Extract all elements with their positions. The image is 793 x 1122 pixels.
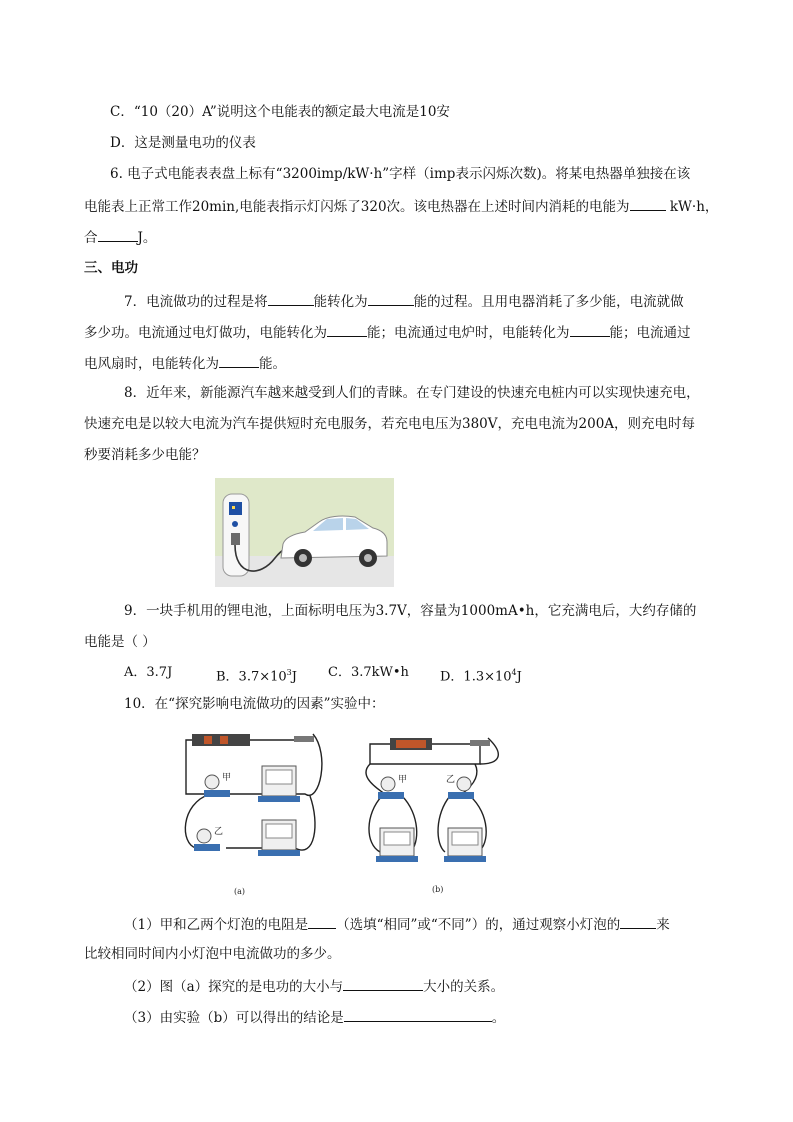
q9-line2: 电能是（ ） bbox=[84, 634, 156, 650]
lamp-label-yi-b: 乙 bbox=[446, 775, 456, 785]
q8-line2: 快速充电是以较大电流为汽车提供短时充电服务，若充电电压为380V，充电电流为200A，则充电时每 bbox=[84, 416, 696, 432]
q7-blank-4[interactable] bbox=[570, 321, 610, 337]
q9-option-d-unit: J bbox=[516, 669, 522, 685]
q6-text-line1: 6. 电子式电能表表盘上标有“3200imp/kW·h”字样（imp表示闪烁次数)。将某电热器单独接在该 bbox=[110, 166, 691, 182]
q7-text: 电风扇时，电能转化为 bbox=[84, 356, 219, 372]
q6-unit: kW·h， bbox=[669, 199, 719, 215]
q9-option-b-text: B．3.7×10 bbox=[216, 669, 287, 685]
lamp-base-yi-b bbox=[448, 792, 474, 799]
figure-b-caption: (b) bbox=[432, 885, 444, 894]
circuit-diagrams bbox=[170, 724, 550, 900]
option-c: C．“10（20）A”说明这个电能表的额定最大电流是10安 bbox=[110, 104, 450, 120]
lamp-jia-b bbox=[381, 777, 395, 791]
q8-line3: 秒要消耗多少电能？ bbox=[84, 447, 206, 463]
wire-b bbox=[366, 764, 385, 794]
charging-station-figure bbox=[215, 478, 394, 587]
q7-text: 能；电流通过 bbox=[609, 325, 691, 341]
q7-blank-5[interactable] bbox=[219, 352, 259, 368]
q10-blank-3[interactable] bbox=[343, 975, 423, 991]
q9-option-a[interactable]: A．3.7J bbox=[124, 665, 173, 680]
q9-option-d-exp: 4 bbox=[511, 668, 517, 677]
q10-sub1-line2: 比较相同时间内小灯泡中电流做功的多少。 bbox=[84, 946, 341, 962]
charging-plug bbox=[231, 533, 240, 545]
car-hub-rear bbox=[364, 554, 372, 562]
q9-option-b-unit: J bbox=[291, 669, 297, 685]
pile-light bbox=[232, 506, 235, 509]
q10-text: 。 bbox=[491, 1010, 506, 1026]
q10-sub1-line1 bbox=[124, 913, 670, 935]
wire-a bbox=[295, 734, 322, 795]
lamp-label-jia-b: 甲 bbox=[398, 775, 408, 785]
charging-car-illustration bbox=[215, 478, 394, 587]
q6-text-line2 bbox=[84, 195, 718, 217]
meter-dial bbox=[452, 832, 478, 845]
meter-base bbox=[376, 856, 418, 862]
lamp-jia-a bbox=[205, 775, 219, 789]
q10-text: （1）甲和乙两个灯泡的电阻是 bbox=[124, 917, 309, 933]
q7-blank-2[interactable] bbox=[368, 290, 414, 306]
meter-base bbox=[258, 796, 300, 802]
q10-sub2 bbox=[124, 975, 504, 997]
lamp-label-jia-a: 甲 bbox=[222, 773, 232, 783]
meter-dial bbox=[384, 832, 410, 845]
q9-option-d[interactable] bbox=[440, 663, 522, 687]
q9-line1: 9．一块手机用的锂电池，上面标明电压为3.7V，容量为1000mA•h，它充满电后，大约存储的 bbox=[124, 603, 697, 619]
q6-unit: J。 bbox=[137, 230, 157, 246]
meter-dial bbox=[266, 770, 292, 784]
battery-cell bbox=[220, 736, 228, 744]
switch-a bbox=[294, 736, 314, 742]
circuit-figures bbox=[170, 724, 550, 900]
figure-a-caption: (a) bbox=[234, 887, 246, 896]
q6-text-part: 合 bbox=[84, 230, 98, 246]
lamp-base-jia-b bbox=[378, 792, 404, 799]
pile-button bbox=[232, 521, 238, 527]
q9-option-c[interactable]: C．3.7kW•h bbox=[328, 665, 409, 680]
section-title: 三、电功 bbox=[84, 260, 138, 276]
q7-text: 能；电流通过电炉时，电能转化为 bbox=[367, 325, 570, 341]
q8-line1: 8．近年来，新能源汽车越来越受到人们的青睐。在专门建设的快速充电桩内可以实现快速充电， bbox=[124, 385, 700, 401]
q10-text: 来 bbox=[656, 917, 670, 933]
q7-text: 能转化为 bbox=[313, 294, 368, 310]
q9-option-d-text: D．1.3×10 bbox=[440, 669, 512, 685]
meter-base bbox=[258, 850, 300, 856]
pile-screen bbox=[229, 502, 242, 515]
q10-text: （2）图（a）探究的是电功的大小与 bbox=[124, 979, 344, 995]
q10-blank-4[interactable] bbox=[344, 1006, 492, 1022]
q7-text: 能。 bbox=[259, 356, 286, 372]
q7-text: 能的过程。且用电器消耗了多少能，电流就做 bbox=[413, 294, 684, 310]
q7-line2 bbox=[84, 321, 691, 343]
q7-blank-3[interactable] bbox=[327, 321, 367, 337]
q10-sub3 bbox=[124, 1006, 505, 1028]
q7-line3 bbox=[84, 352, 286, 374]
q7-text: 多少功。电流通过电灯做功，电能转化为 bbox=[84, 325, 327, 341]
q10-blank-2[interactable] bbox=[620, 913, 656, 929]
q6-blank-joule[interactable] bbox=[98, 226, 138, 242]
q7-text: 7．电流做功的过程是将 bbox=[124, 294, 268, 310]
q9-option-b-exp: 3 bbox=[286, 668, 292, 677]
q6-text-part: 电能表上正常工作20min,电能表指示灯闪烁了320次。该电热器在上述时间内消耗的电能为 bbox=[84, 199, 630, 215]
q10-blank-1[interactable] bbox=[308, 913, 336, 929]
battery-cell bbox=[396, 740, 426, 748]
switch-b bbox=[470, 740, 490, 746]
lamp-base-yi-a bbox=[194, 844, 220, 851]
lamp-base-jia-a bbox=[204, 790, 230, 797]
car-hub-front bbox=[299, 554, 307, 562]
meter-dial bbox=[266, 824, 292, 838]
lamp-yi-a bbox=[197, 829, 211, 843]
wire-a bbox=[295, 796, 315, 850]
lamp-label-yi-a: 乙 bbox=[214, 827, 224, 837]
meter-base bbox=[444, 856, 486, 862]
option-d: D．这是测量电功的仪表 bbox=[110, 135, 256, 151]
q9-option-b[interactable] bbox=[216, 663, 297, 687]
q10-stem: 10．在“探究影响电流做功的因素”实验中： bbox=[124, 696, 385, 712]
q7-blank-1[interactable] bbox=[268, 290, 314, 306]
q10-text: 大小的关系。 bbox=[423, 979, 505, 995]
q10-text: （选填“相同”或“不同”）的，通过观察小灯泡的 bbox=[336, 917, 621, 933]
q6-blank-kwh[interactable] bbox=[630, 195, 666, 211]
q6-text-line3 bbox=[84, 226, 156, 248]
battery-cell bbox=[204, 736, 212, 744]
q10-text: （3）由实验（b）可以得出的结论是 bbox=[124, 1010, 344, 1026]
q7-line1 bbox=[124, 290, 684, 312]
lamp-yi-b bbox=[457, 777, 471, 791]
